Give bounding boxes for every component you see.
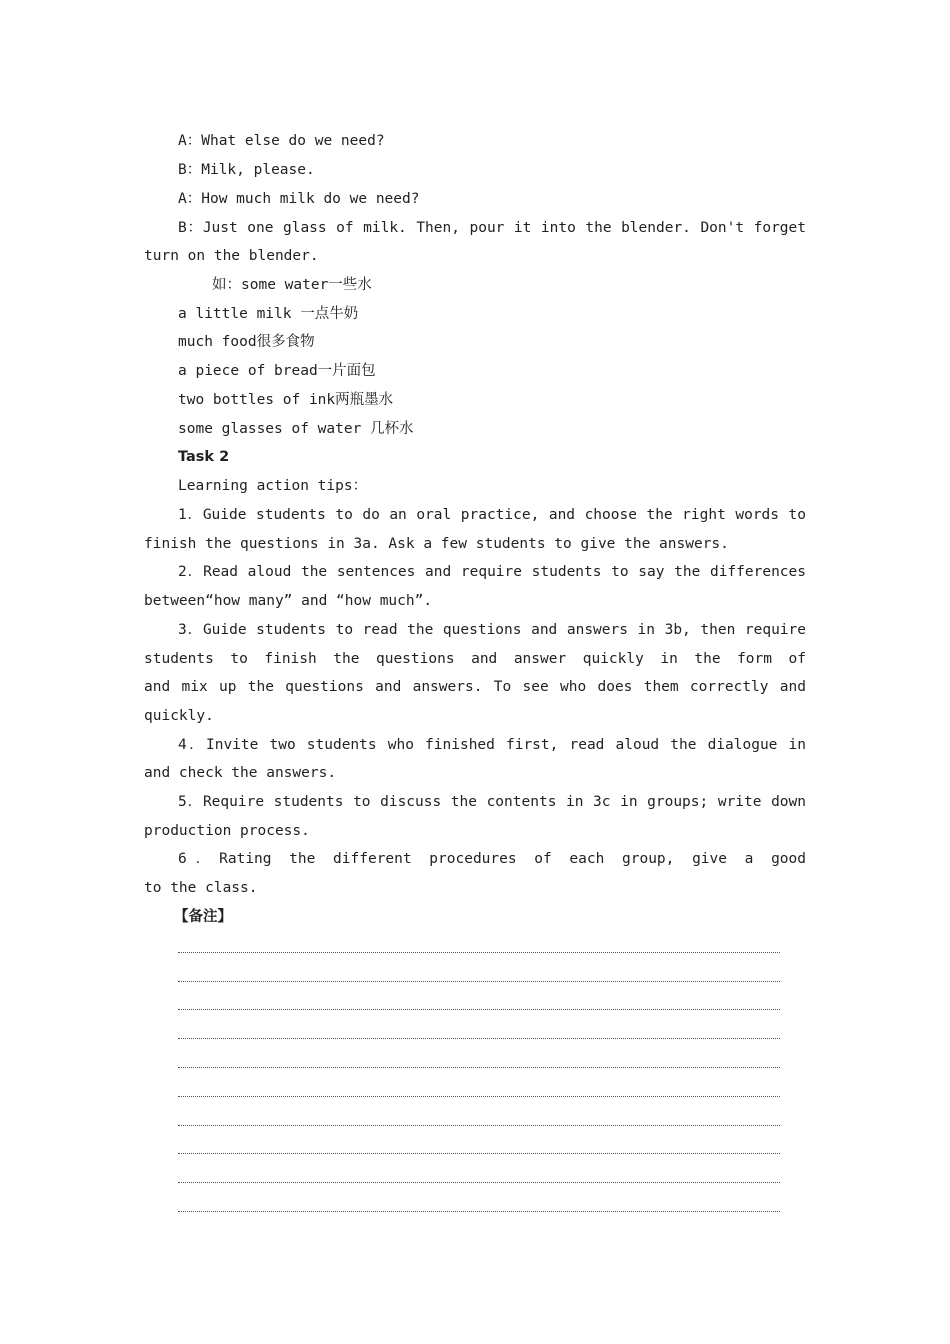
tip-6-line-2: to the class. xyxy=(144,880,258,896)
example-line-5: two bottles of ink两瓶墨水 xyxy=(178,392,394,408)
tip-1-line-2: finish the questions in 3a. Ask a few students to give the answers. xyxy=(144,536,729,552)
example-line-2: a little milk 一点牛奶 xyxy=(178,306,359,322)
notes-heading: 【备注】 xyxy=(174,909,232,925)
tip-2-line-1: 2．Read aloud the sentences and require students to say the differences xyxy=(178,564,806,580)
dialogue-line-4: B：Just one glass of milk. Then, pour it into the blender. Don't forget xyxy=(178,220,806,236)
example-line-4: a piece of bread一片面包 xyxy=(178,363,376,379)
tip-4-line-1: 4．Invite two students who finished first, read aloud the dialogue in xyxy=(178,737,806,753)
note-line xyxy=(178,1211,780,1212)
note-line xyxy=(178,1182,780,1183)
tip-1-line-1: 1．Guide students to do an oral practice, and choose the right words to xyxy=(178,507,806,523)
tip-3-line-2: students to finish the questions and answer quickly in the form of xyxy=(144,651,806,667)
example-line-3: much food很多食物 xyxy=(178,334,315,350)
tip-6-line-1: 6．Rating the different procedures of each group, give a good xyxy=(178,851,806,867)
dialogue-line-5: turn on the blender. xyxy=(144,248,319,264)
dialogue-line-1: A：What else do we need? xyxy=(178,133,385,149)
note-line xyxy=(178,1125,780,1126)
example-line-6: some glasses of water 几杯水 xyxy=(178,421,414,437)
note-line xyxy=(178,1009,780,1010)
note-line xyxy=(178,981,780,982)
example-line-1: 如：some water一些水 xyxy=(212,277,372,293)
tip-2-line-2: between“how many” and “how much”. xyxy=(144,593,433,609)
task-heading: Task 2 xyxy=(178,449,230,465)
tip-3-line-4: quickly. xyxy=(144,708,214,724)
note-line xyxy=(178,1067,780,1068)
tip-5-line-1: 5．Require students to discuss the contents in 3c in groups; write down xyxy=(178,794,806,810)
note-line xyxy=(178,1096,780,1097)
tip-4-line-2: and check the answers. xyxy=(144,765,337,781)
tip-3-line-3: and mix up the questions and answers. To see who does them correctly and xyxy=(144,679,806,695)
note-line xyxy=(178,1038,780,1039)
tips-heading: Learning action tips： xyxy=(178,478,368,494)
dialogue-line-2: B：Milk, please. xyxy=(178,162,315,178)
tip-3-line-1: 3．Guide students to read the questions and answers in 3b, then require xyxy=(178,622,806,638)
note-line xyxy=(178,952,780,953)
tip-5-line-2: production process. xyxy=(144,823,310,839)
note-line xyxy=(178,1153,780,1154)
dialogue-line-3: A：How much milk do we need? xyxy=(178,191,420,207)
